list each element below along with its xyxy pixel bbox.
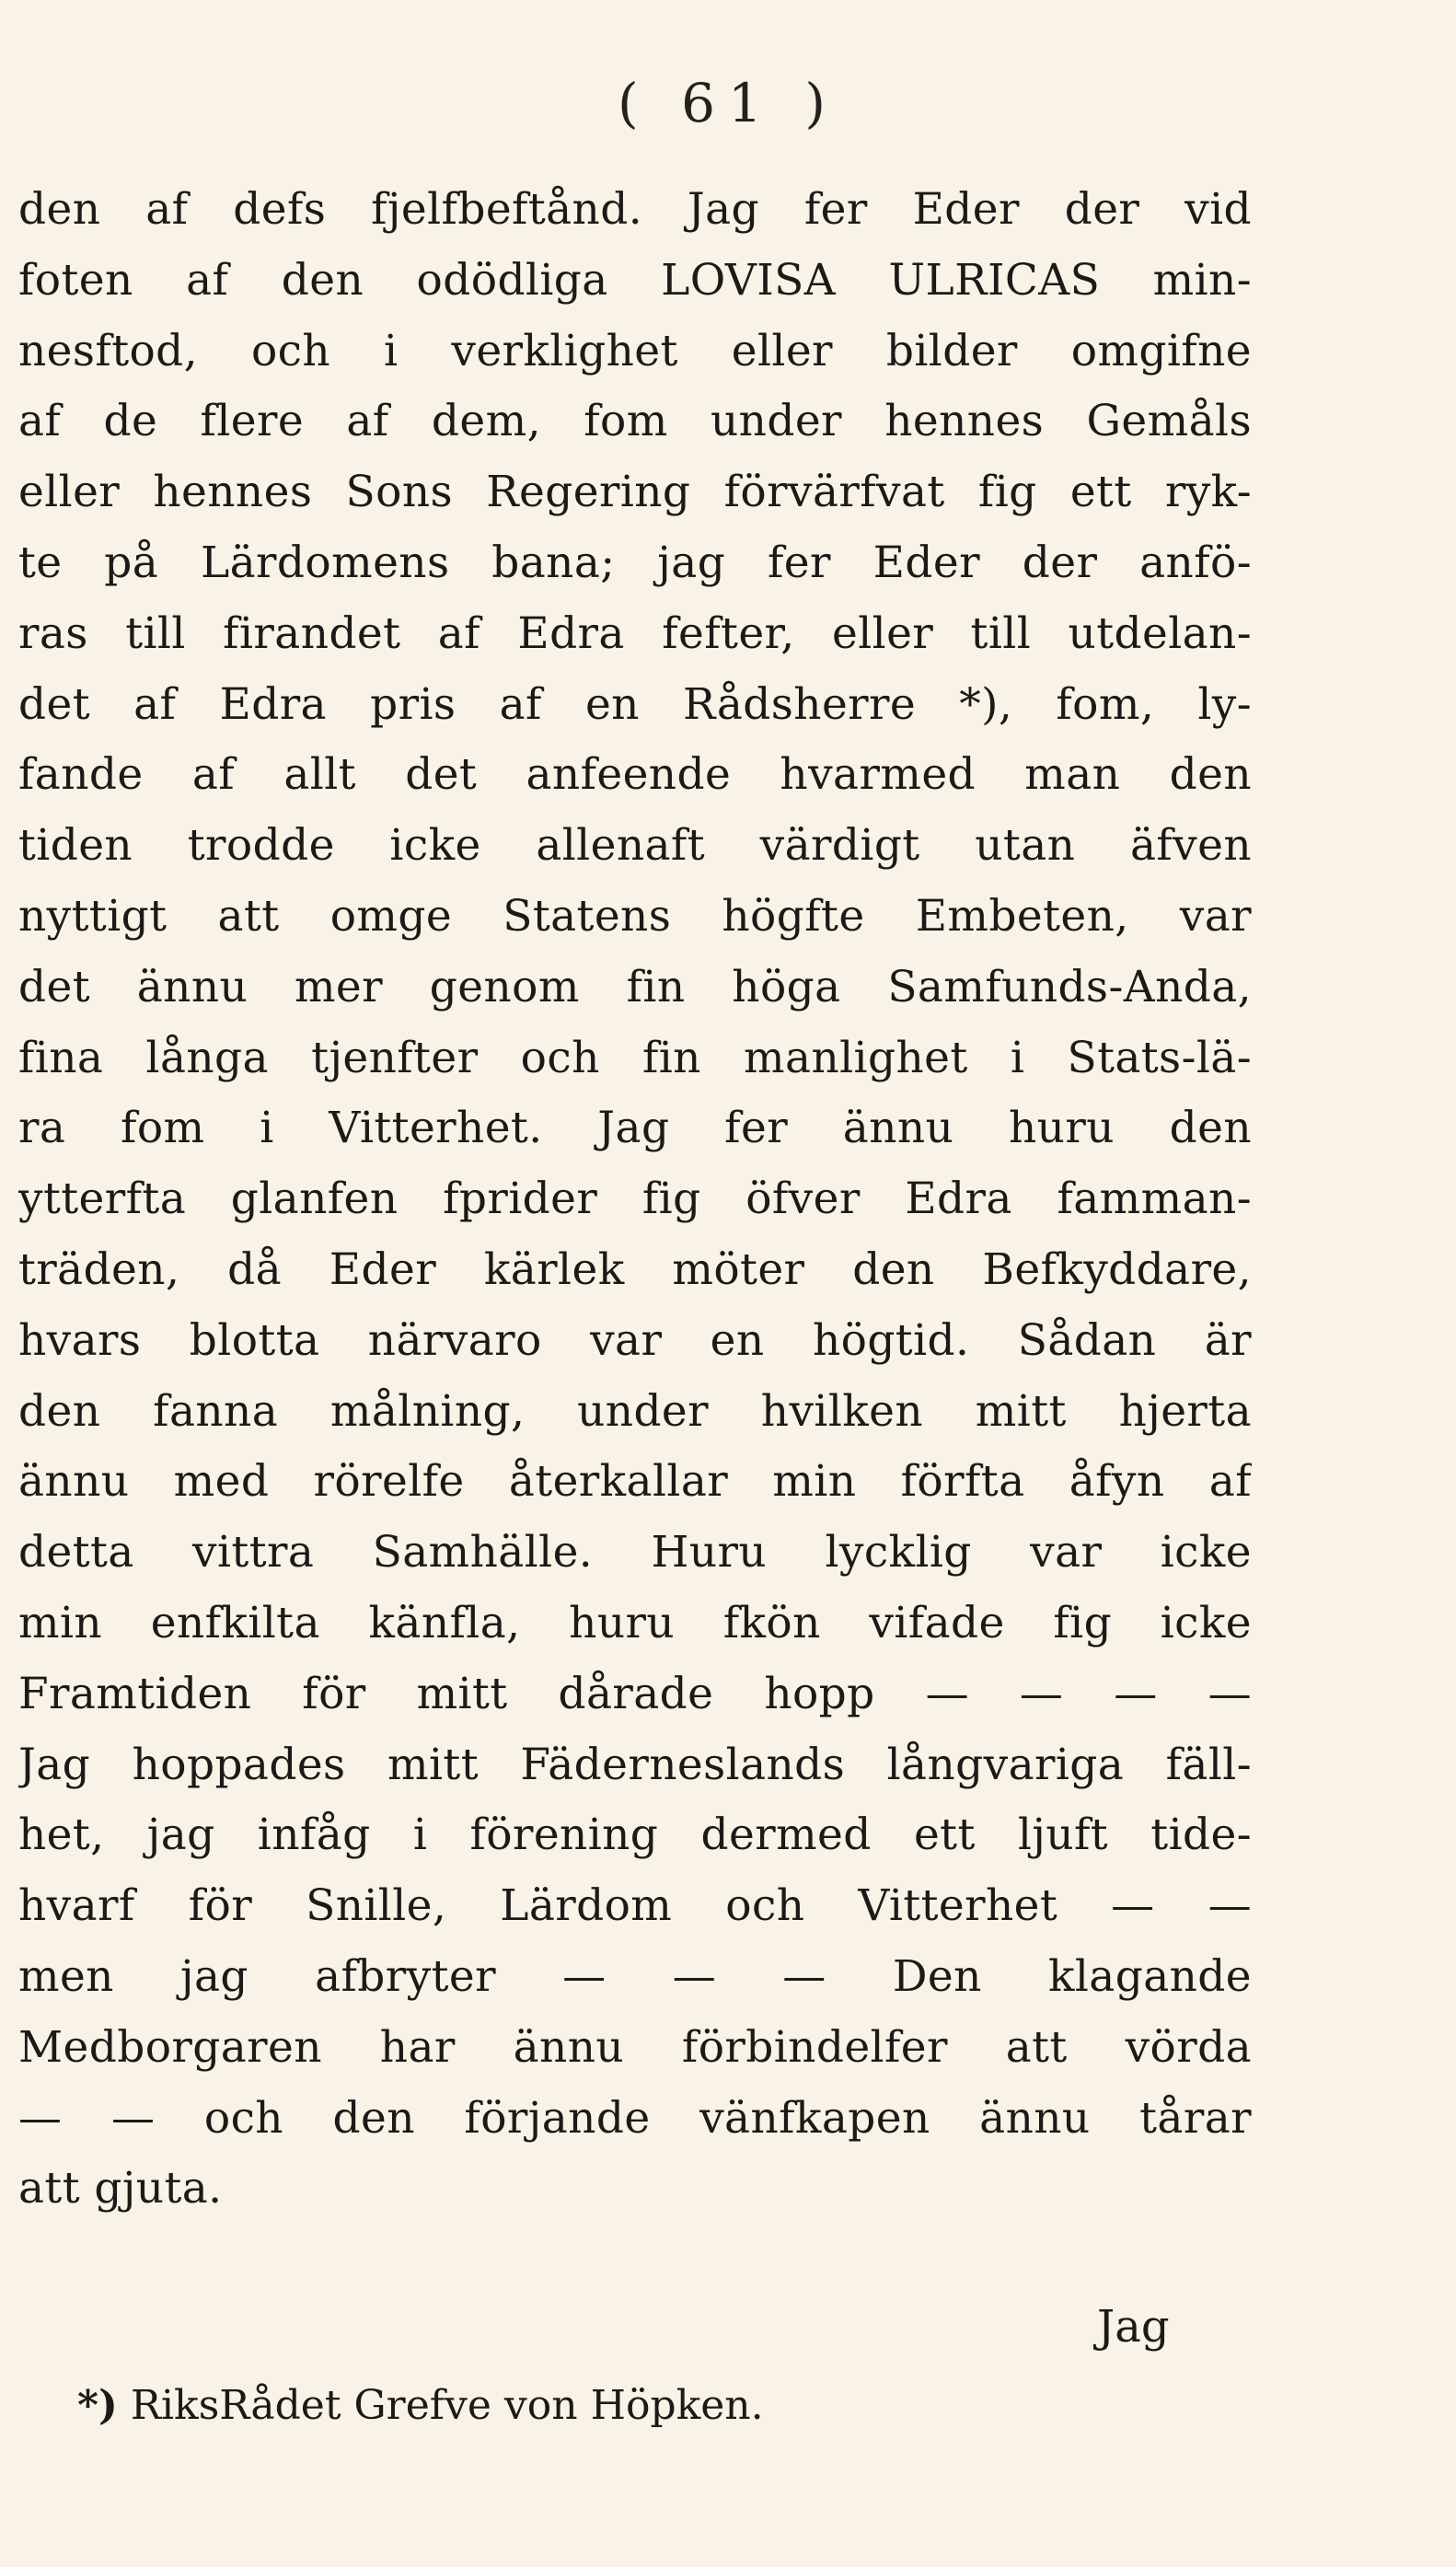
text-line: att gjuta. <box>18 2163 223 2214</box>
footnote <box>77 2382 764 2429</box>
catchword: Jag <box>1097 2301 1170 2353</box>
text-line: den fanna målning, under hvilken mitt hjerta <box>18 1385 1252 1437</box>
text-line: men jag afbryter — — — Den klagande <box>18 1950 1252 2002</box>
footnote-marker: *) <box>77 2382 118 2429</box>
text-line: nyttigt att omge Statens högfte Embeten, var <box>18 890 1252 942</box>
text-line: Medborgaren har ännu förbindelfer att vörda <box>18 2021 1252 2073</box>
text-line: te på Lärdomens bana; jag fer Eder der anfö- <box>18 537 1252 588</box>
text-line: detta vittra Samhälle. Huru lycklig var icke <box>18 1527 1252 1578</box>
text-line: ra fom i Vitterhet. Jag fer ännu huru den <box>18 1103 1252 1154</box>
text-line: hvars blotta närvaro var en högtid. Sådan är <box>18 1314 1252 1366</box>
text-line: nesftod, och i verklighet eller bilder omgifne <box>18 325 1252 376</box>
text-line: eller hennes Sons Regering förvärfvat fig ett ryk- <box>18 467 1252 518</box>
text-line: het, jag infåg i förening dermed ett ljuft tide- <box>18 1810 1252 1861</box>
text-line: min enfkilta känfla, huru fkön vifade fig icke <box>18 1597 1252 1648</box>
text-line: Jag hoppades mitt Fäderneslands långvariga fäll- <box>18 1739 1252 1790</box>
text-line: fande af allt det anfeende hvarmed man den <box>18 749 1252 801</box>
text-line: det ännu mer genom fin höga Samfunds-Anda, <box>18 961 1252 1012</box>
text-line: fina långa tjenfter och fin manlighet i Stats-lä- <box>18 1032 1252 1083</box>
text-line: träden, då Eder kärlek möter den Befkyddare, <box>18 1243 1252 1295</box>
text-line: det af Edra pris af en Rådsherre *), fom, ly- <box>18 678 1252 730</box>
text-line: ras till firandet af Edra fefter, eller till utdelan- <box>18 607 1252 659</box>
text-line: Framtiden för mitt dårade hopp — — — — <box>18 1668 1252 1719</box>
text-line: ytterfta glanfen fprider fig öfver Edra famman- <box>18 1174 1252 1225</box>
text-line: — — och den förjande vänfkapen ännu tårar <box>18 2092 1252 2144</box>
page-number-header: ( 61 ) <box>618 72 838 134</box>
text-line: ännu med rörelfe återkallar min förfta åfyn af <box>18 1456 1252 1508</box>
body-text <box>18 175 1252 2225</box>
text-line: af de flere af dem, fom under hennes Gemåls <box>18 396 1252 447</box>
text-line: foten af den odödliga LOVISA ULRICAS min- <box>18 254 1252 306</box>
footnote-text: RiksRådet Grefve von Höpken. <box>130 2382 764 2429</box>
text-line: den af defs fjelfbeftånd. Jag fer Eder der vid <box>18 184 1252 235</box>
text-line: hvarf för Snille, Lärdom och Vitterhet — — <box>18 1880 1252 1932</box>
text-line: tiden trodde icke allenaft värdigt utan äfven <box>18 820 1252 872</box>
